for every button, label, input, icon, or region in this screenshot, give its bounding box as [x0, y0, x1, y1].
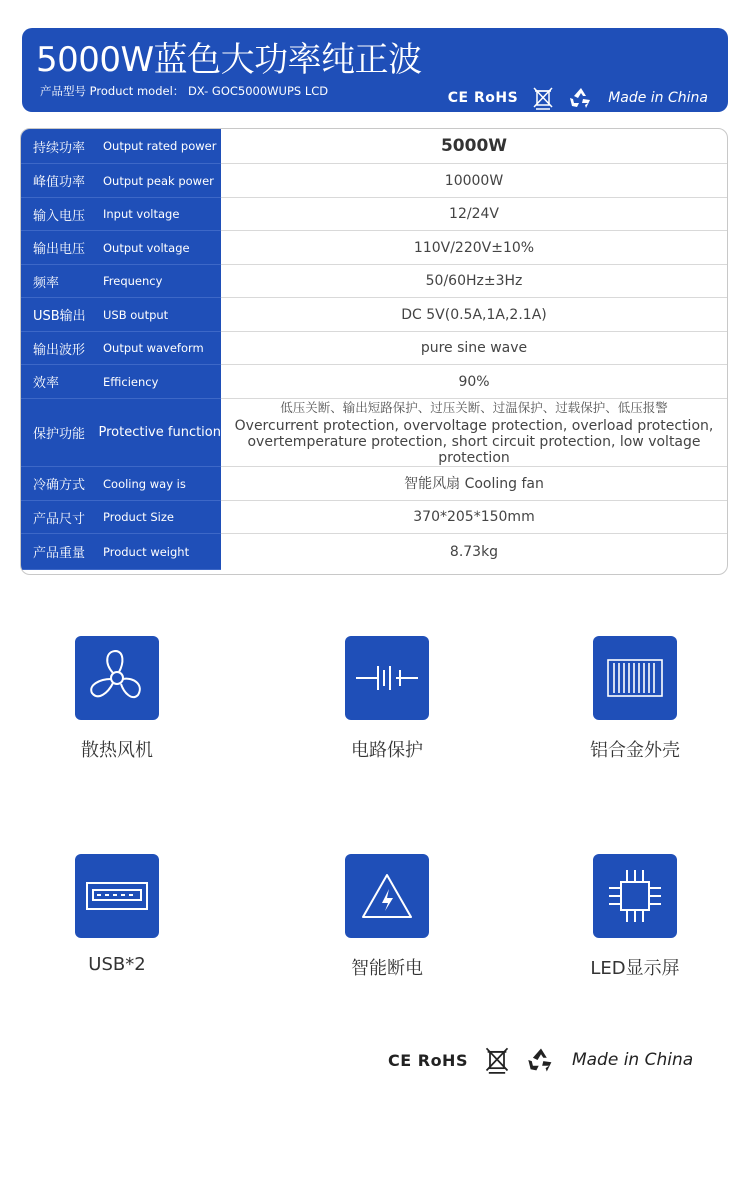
protection-en-line1: Overcurrent protection, overvoltage protection, overload protection, [234, 417, 714, 434]
certification-group [448, 86, 708, 110]
spec-label: 冷确方式 Cooling way is [21, 467, 221, 501]
header-banner [22, 28, 728, 112]
spec-value: 50/60Hz±3Hz [425, 273, 523, 289]
circuit-icon [352, 658, 422, 698]
fan-icon [82, 643, 152, 713]
heatsink-icon [606, 658, 664, 698]
spec-value: 智能风扇 Cooling fan [404, 475, 544, 492]
spec-row-output-voltage [21, 231, 727, 265]
feature-aluminum-shell [560, 636, 710, 762]
feature-label: 散热风机 [81, 740, 153, 761]
spec-row-input-voltage [21, 198, 727, 231]
spec-value: 90% [458, 373, 490, 390]
spec-label: 输入电压 Input voltage [21, 198, 221, 231]
feature-label: 智能断电 [351, 958, 423, 979]
spec-row-weight [21, 534, 727, 569]
recycle-icon [526, 1046, 556, 1074]
spec-label: 产品重量 Product weight [21, 534, 221, 570]
feature-label: 电路保护 [351, 740, 423, 761]
spec-value: 10000W [444, 172, 504, 189]
protection-en-line2: overtemperature protection, short circuit protection, low voltage protection [247, 433, 701, 466]
spec-label: 持续功率 Output rated power [21, 129, 221, 164]
spec-label: 输出波形 Output waveform [21, 332, 221, 365]
spec-value: 5000W [440, 136, 508, 156]
feature-circuit-protection [312, 636, 462, 762]
feature-label: USB*2 [88, 954, 146, 975]
spec-row-frequency [21, 265, 727, 298]
spec-label: USB输出 USB output [21, 298, 221, 332]
spec-value: 12/24V [449, 206, 499, 222]
spec-label: 峰值功率 Output peak power [21, 164, 221, 198]
feature-usb [42, 854, 192, 975]
recycle-icon [568, 86, 594, 110]
spec-value: 370*205*150mm [413, 509, 535, 525]
feature-cooling-fan [42, 636, 192, 762]
ce-rohs-mark: CE RoHS [388, 1050, 468, 1070]
weee-bin-icon [532, 86, 554, 110]
feature-label: 铝合金外壳 [590, 740, 680, 761]
spec-label: 输出电压 Output voltage [21, 231, 221, 265]
footer-certification [388, 1046, 693, 1074]
chip-icon [605, 866, 665, 926]
usb-port-icon [85, 881, 149, 911]
feature-label: LED显示屏 [590, 958, 680, 979]
spec-label: 频率 Frequency [21, 265, 221, 298]
made-in-china: Made in China [608, 90, 708, 106]
spec-row-rated-power [21, 129, 727, 164]
spec-row-protection [21, 399, 727, 467]
page-title: 5000W蓝色大功率纯正波 [36, 40, 422, 80]
spec-row-efficiency [21, 365, 727, 399]
spec-row-waveform [21, 332, 727, 365]
spec-label: 保护功能 Protective function [21, 399, 221, 467]
feature-smart-cutoff [312, 854, 462, 980]
product-model: 产品型号 Product model： DX- GOC5000WUPS LCD [40, 84, 329, 98]
feature-led-display [560, 854, 710, 980]
spec-table [20, 128, 728, 575]
spec-row-size [21, 501, 727, 534]
weee-bin-icon [484, 1046, 510, 1074]
protection-cn: 低压关断、输出短路保护、过压关断、过温保护、过载保护、低压报警 [280, 399, 668, 415]
spec-row-usb-output [21, 298, 727, 332]
spec-value: DC 5V(0.5A,1A,2.1A) [401, 306, 547, 323]
spec-row-peak-power [21, 164, 727, 198]
spec-row-cooling [21, 467, 727, 501]
spec-label: 效率 Efficiency [21, 365, 221, 399]
made-in-china: Made in China [571, 1050, 694, 1070]
spec-value: pure sine wave [420, 340, 528, 356]
spec-value: 110V/220V±10% [413, 239, 535, 256]
spec-value: 8.73kg [449, 543, 499, 560]
spec-value [221, 399, 727, 466]
spec-label: 产品尺寸 Product Size [21, 501, 221, 534]
ce-rohs-mark: CE RoHS [447, 90, 519, 106]
warning-bolt-icon [359, 871, 415, 921]
